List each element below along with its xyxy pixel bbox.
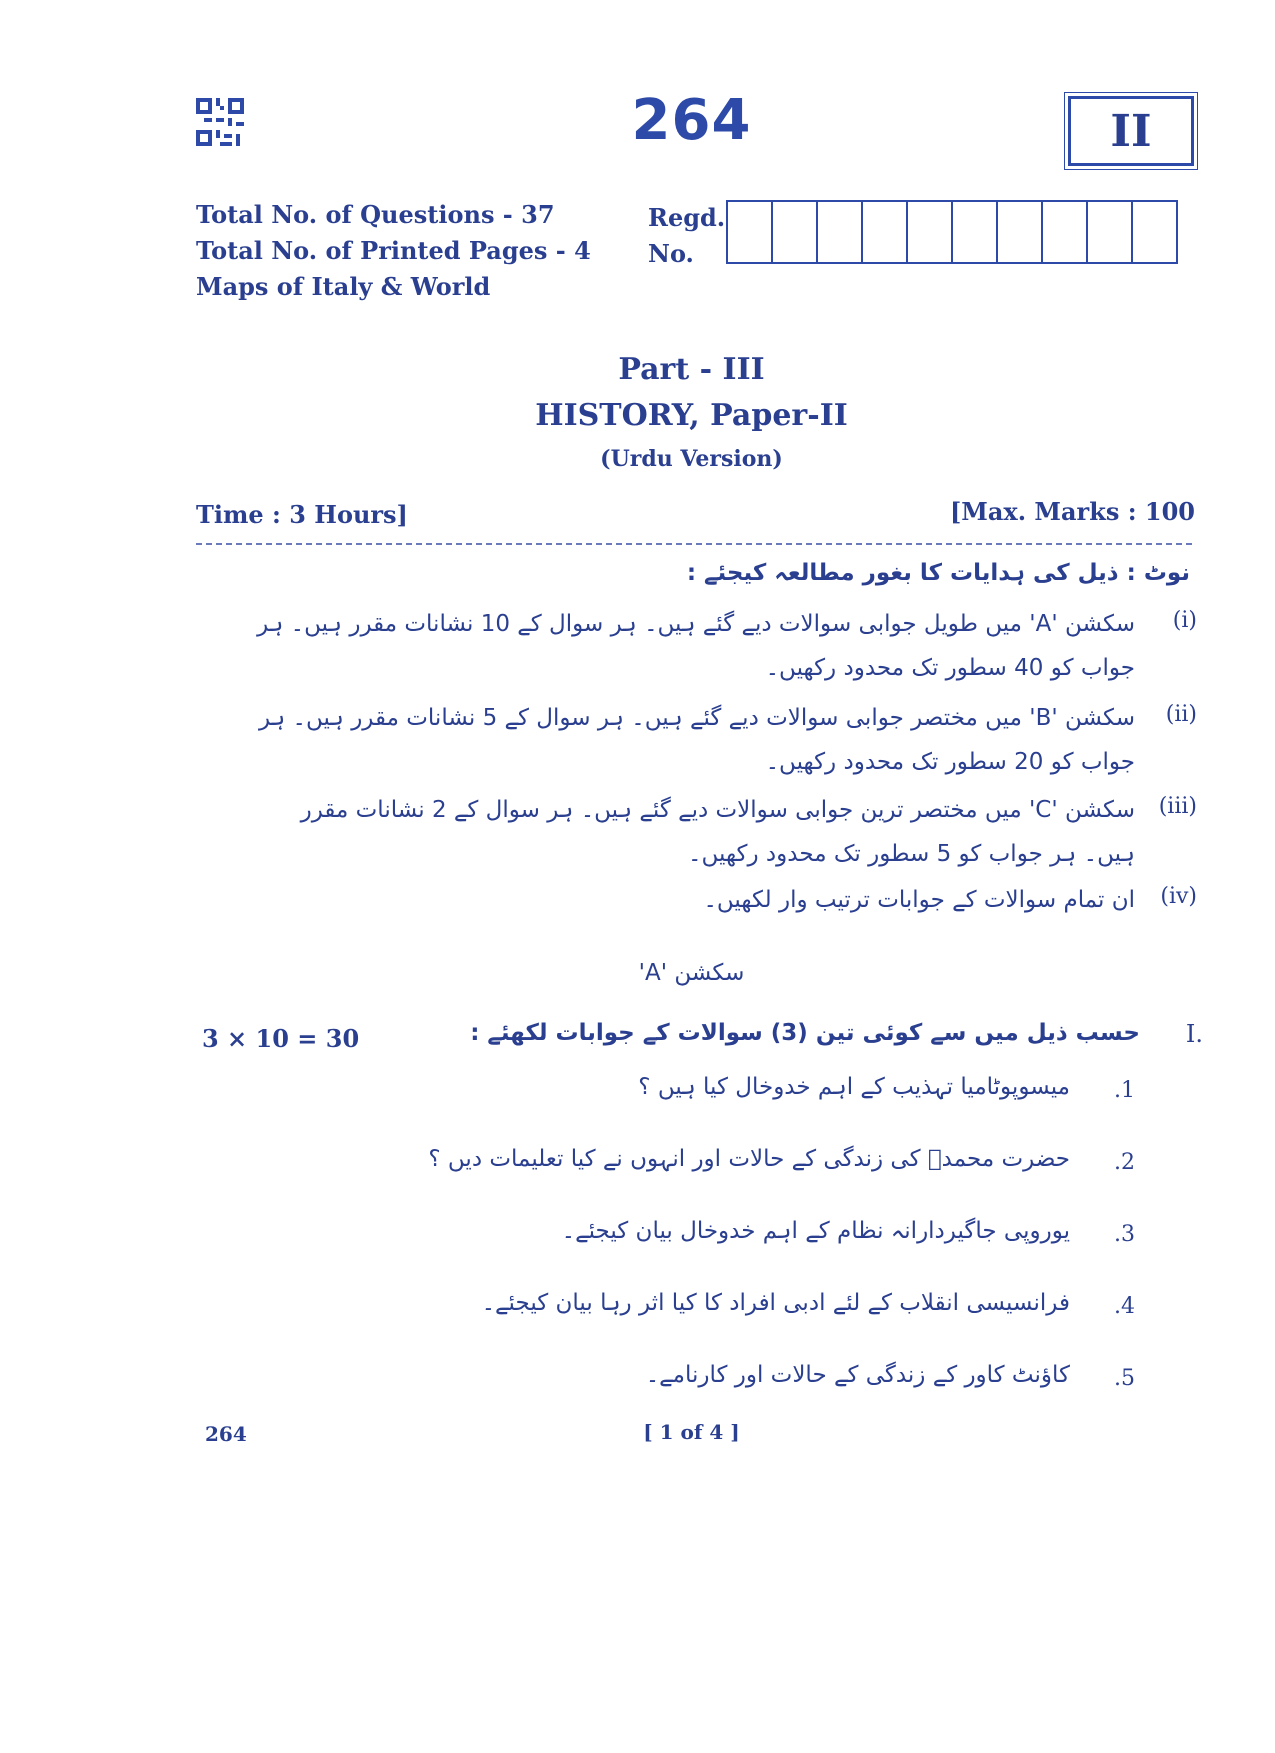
instruction-number: (ii) xyxy=(1165,702,1197,727)
question-text: حضرت محمدؐ کی زندگی کے حالات اور انہوں نے کیا تعلیمات دیں ؟ xyxy=(428,1146,1070,1172)
instruction-text: ان تمام سوالات کے جوابات ترتیب وار لکھیں۔ xyxy=(703,887,1135,913)
question-text: کاؤنٹ کاور کے زندگی کے حالات اور کارنامے۔ xyxy=(645,1362,1070,1388)
footer-paper-code: 264 xyxy=(205,1422,247,1446)
question-number: .3 xyxy=(1114,1222,1135,1247)
time-allowed: Time : 3 Hours] xyxy=(196,500,408,529)
regd-box[interactable] xyxy=(728,202,773,262)
regd-no-label xyxy=(648,200,725,272)
instruction-number: (iii) xyxy=(1158,794,1197,819)
question-number: .4 xyxy=(1114,1294,1135,1319)
question-text: میسوپوٹامیا تہذیب کے اہم خدوخال کیا ہیں ؟ xyxy=(638,1074,1070,1100)
regd-box[interactable] xyxy=(818,202,863,262)
max-marks: [Max. Marks : 100 xyxy=(949,497,1195,526)
marks-calculation: 3 × 10 = 30 xyxy=(202,1024,360,1053)
regd-box[interactable] xyxy=(908,202,953,262)
regd-box[interactable] xyxy=(1043,202,1088,262)
section-a-title: سکشن 'A' xyxy=(638,960,745,986)
set-number-box: II xyxy=(1068,96,1194,166)
instruction-number: (i) xyxy=(1172,608,1197,633)
instruction-number: (iv) xyxy=(1160,884,1197,909)
page-number: [ 1 of 4 ] xyxy=(643,1420,740,1444)
regd-box[interactable] xyxy=(1133,202,1176,262)
total-questions: Total No. of Questions - 37 xyxy=(196,200,555,229)
instruction-text: سکشن 'C' میں مختصر ترین جوابی سوالات دیے گئے ہیں۔ ہر سوال کے 2 نشانات مقرر ہیں۔ ہر جواب کو 5 سطور تک محدود رکھیں۔ xyxy=(300,797,1135,867)
regd-box[interactable] xyxy=(863,202,908,262)
regd-no-boxes[interactable] xyxy=(726,200,1178,264)
question-text: فرانسیسی انقلاب کے لئے ادبی افراد کا کیا اثر رہا بیان کیجئے۔ xyxy=(481,1290,1070,1316)
question-number: .2 xyxy=(1114,1150,1135,1175)
regd-box[interactable] xyxy=(953,202,998,262)
total-pages: Total No. of Printed Pages - 4 xyxy=(196,236,591,265)
maps-note: Maps of Italy & World xyxy=(196,272,491,301)
divider xyxy=(196,543,1192,545)
paper-code: 264 xyxy=(631,88,752,153)
regd-box[interactable] xyxy=(1088,202,1133,262)
question-text: یوروپی جاگیردارانہ نظام کے اہم خدوخال بیان کیجئے۔ xyxy=(561,1218,1070,1244)
part-title: Part - III xyxy=(618,352,765,387)
regd-label-line1: Regd. xyxy=(648,203,726,232)
regd-label-line2: No. xyxy=(648,239,694,268)
regd-box[interactable] xyxy=(773,202,818,262)
question-group-number: I. xyxy=(1185,1020,1203,1048)
question-number: .1 xyxy=(1114,1078,1135,1103)
question-group-heading: حسب ذیل میں سے کوئی تین (3) سوالات کے جوابات لکھئے : xyxy=(470,1020,1140,1046)
note-heading: نوٹ : ذیل کی ہدایات کا بغور مطالعہ کیجئے : xyxy=(686,560,1190,586)
instruction-text: سکشن 'A' میں طویل جوابی سوالات دیے گئے ہیں۔ ہر سوال کے 10 نشانات مقرر ہیں۔ ہر جواب کو 40 سطور تک محدود رکھیں۔ xyxy=(257,611,1135,681)
question-number: .5 xyxy=(1114,1366,1135,1391)
instruction-text: سکشن 'B' میں مختصر جوابی سوالات دیے گئے ہیں۔ ہر سوال کے 5 نشانات مقرر ہیں۔ ہر جواب کو 20 سطور تک محدود رکھیں۔ xyxy=(259,705,1135,775)
regd-box[interactable] xyxy=(998,202,1043,262)
version-title: (Urdu Version) xyxy=(600,446,783,472)
subject-title: HISTORY, Paper-II xyxy=(535,398,848,433)
